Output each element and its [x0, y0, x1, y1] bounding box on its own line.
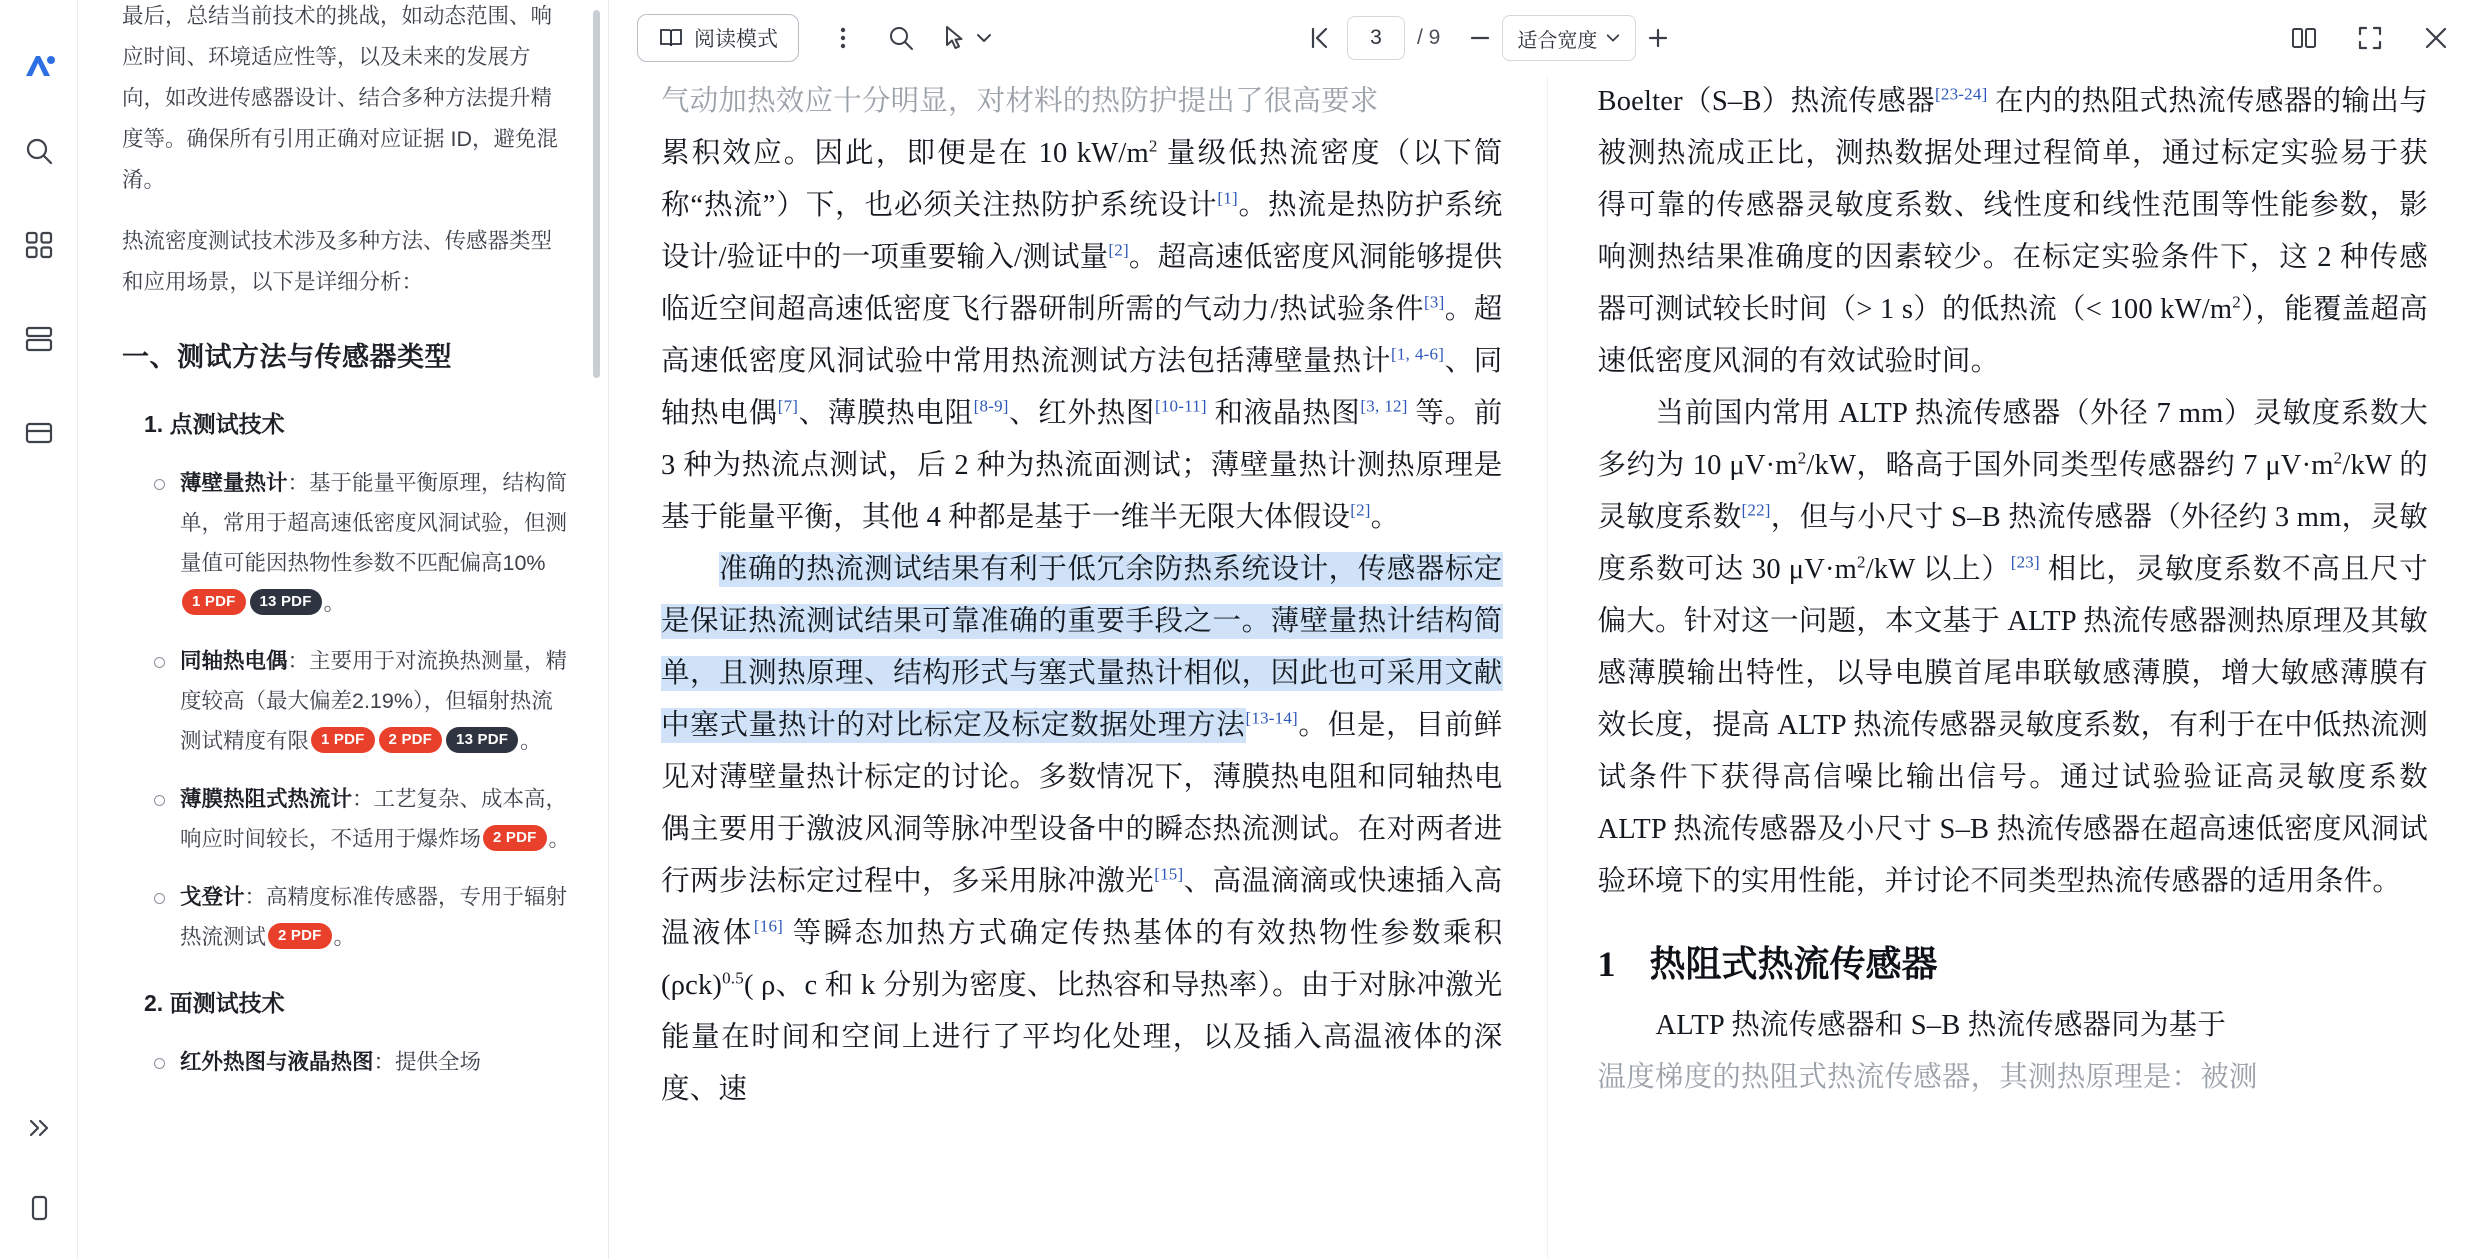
p-text: ），能覆盖超高速低密度风洞的有效试验时间。 — [1597, 294, 2428, 377]
reference-link[interactable]: [1, 4-6] — [1391, 344, 1445, 364]
p-text: 在内的热阻式热流传感器的输出与被测热流成正比，测热数据处理过程简单，通过标定实验易于获得可靠的传感器灵敏度系数、线性度和线性范围等性能参数，影响测热结果准确度的因素较少。在标定实验条件下，这 2 种传感器可测试较长时间（> 1 s）的低热流（< 100 kW/m — [1597, 86, 2428, 325]
reference-link[interactable]: [2] — [1350, 500, 1371, 520]
p-text: 。 — [1370, 502, 1400, 533]
magnifier-icon[interactable] — [879, 16, 923, 60]
reference-link[interactable]: [10-11] — [1154, 396, 1207, 416]
status-badge[interactable]: 13 PDF — [250, 589, 322, 615]
clipped-text: 温度梯度的热阻式热流传感器，其测热原理是：被测 — [1597, 1062, 2258, 1093]
left-icon-rail — [0, 0, 78, 1259]
superscript: 2 — [1857, 552, 1866, 572]
pdf-toolbar — [609, 0, 2484, 76]
reference-link[interactable]: [22] — [1741, 500, 1771, 520]
list-item-suffix: 。 — [548, 827, 571, 851]
reference-link[interactable]: [7] — [777, 396, 799, 416]
superscript: 2 — [2232, 292, 2241, 312]
read-mode-label: 阅读模式 — [694, 28, 778, 51]
list-item — [180, 641, 572, 761]
p-text: 和液晶热图 — [1206, 398, 1361, 429]
list-item-title: 戈登计 — [180, 885, 245, 909]
heading-number: 1 — [1597, 944, 1616, 984]
zoom-level-label: 适合宽度 — [1517, 29, 1598, 52]
list-item — [180, 877, 572, 957]
list-item-title: 薄壁量热计 — [180, 471, 288, 495]
p-text: ( ρ、c 和 k 分别为密度、比热容和导热率）。由于对脉冲激光能量在时间和空间上进行了平均化处理，以及插入高温液体的深度、速 — [661, 970, 1503, 1105]
summary-intro-paragraph: 最后，总结当前技术的挑战，如动态范围、响应时间、环境适应性等，以及未来的发展方向，如改进传感器设计、结合多种方法提升精度等。确保所有引用正确对应证据 ID，避免混淆。 — [122, 4, 558, 192]
cards-icon[interactable] — [16, 410, 62, 456]
p-text: 、薄膜热电阻 — [798, 398, 974, 429]
p-text: /kW 的灵敏度系数 — [1597, 450, 2428, 533]
superscript: 0.5 — [722, 968, 744, 988]
summary-lead-paragraph: 热流密度测试技术涉及多种方法、传感器类型和应用场景，以下是详细分析： — [122, 229, 553, 294]
dual-page-icon[interactable] — [2282, 16, 2326, 60]
zoom-level-select[interactable] — [1502, 15, 1636, 61]
reference-link[interactable]: [8-9] — [973, 396, 1009, 416]
toolbar-right-group — [2282, 16, 2458, 60]
p-text: 等。前 3 种为热流点测试，后 2 种为热流面测试；薄壁量热计测热原理是基于能量平衡，其他 4 种都是基于一维半无限大体假设 — [661, 398, 1503, 533]
search-icon[interactable] — [16, 128, 62, 174]
p-text: 。超高速低密度风洞能够提供临近空间超高速低密度飞行器研制所需的气动力/热试验条件 — [661, 242, 1503, 325]
pdf-viewer — [608, 0, 2484, 1259]
document-heading — [1598, 934, 2429, 994]
reference-link[interactable]: [15] — [1154, 864, 1184, 884]
reference-link[interactable]: [23-24] — [1935, 84, 1988, 104]
list-item — [180, 779, 572, 859]
p-text: 。但是，目前鲜见对薄壁量热计标定的讨论。多数情况下，薄膜热电阻和同轴热电偶主要用于激波风洞等脉冲型设备中的瞬态热流测试。在对两者进行两步法标定过程中，多采用脉冲激光 — [661, 710, 1503, 897]
p-text: 、高温滴滴或快速插入高温液体 — [661, 866, 1503, 949]
reference-link[interactable]: [13-14] — [1245, 708, 1298, 728]
p-text: 。热流是热防护系统设计/验证中的一项重要输入/测试量 — [661, 190, 1503, 273]
superscript: 2 — [1797, 448, 1807, 468]
grid-apps-icon[interactable] — [16, 222, 62, 268]
list-item-title: 红外热图与液晶热图 — [180, 1050, 374, 1074]
chevron-down-icon[interactable] — [971, 16, 997, 60]
reference-link[interactable]: [1] — [1217, 188, 1238, 208]
p-text: Boelter（S–B）热流传感器 — [1597, 86, 1936, 117]
document-column-left — [609, 76, 1547, 1259]
mobile-device-icon[interactable] — [16, 1185, 62, 1231]
p-text: 等瞬态加热方式确定传热基体的有效热物性参数乘积 (ρck) — [661, 918, 1503, 1001]
zoom-in-button[interactable] — [1636, 16, 1680, 60]
p-text: 量级低热流密度（以下简称“热流”）下，也必须关注热防护系统设计 — [661, 138, 1503, 221]
document-pages[interactable] — [609, 76, 2484, 1259]
first-page-icon[interactable] — [1297, 16, 1341, 60]
list-item — [180, 1042, 572, 1082]
summary-subsection-title-2: 2. 面测试技术 — [144, 990, 285, 1016]
p-text: /kW，略高于国外同类型传感器约 7 μV·m — [1806, 450, 2334, 481]
list-item-suffix: 。 — [323, 591, 346, 615]
fullscreen-icon[interactable] — [2348, 16, 2392, 60]
read-mode-button[interactable] — [637, 14, 799, 62]
p-text: 、红外热图 — [1008, 398, 1155, 429]
book-icon — [658, 25, 684, 51]
clipped-text: 气动加热效应十分明显，对材料的热防护提出了很高要求 — [661, 86, 1379, 117]
p-text: 当前国内常用 ALTP 热流传感器（外径 7 mm）灵敏度系数大多约为 10 μV·m — [1597, 398, 2428, 481]
summary-panel[interactable] — [78, 0, 608, 1259]
p-text: 累积效应。因此，即便是在 10 kW/m — [661, 138, 1149, 169]
list-item-suffix: 。 — [520, 729, 542, 753]
list-item-desc: ：基于能量平衡原理，结构简单，常用于超高速低密度风洞试验，但测量值可能因热物性参数不匹配偏高10% — [180, 471, 568, 575]
p-text: ，但与小尺寸 S–B 热流传感器（外径约 3 mm，灵敏度系数可达 30 μV·m — [1597, 502, 2428, 585]
list-item-desc: ：工艺复杂、成本高，响应时间较长，不适用于爆炸场 — [180, 787, 568, 851]
zoom-out-button[interactable] — [1458, 16, 1502, 60]
scrollbar-thumb[interactable] — [593, 10, 600, 378]
p-text: 、同轴热电偶 — [661, 346, 1503, 429]
status-badge[interactable]: 13 PDF — [446, 727, 518, 753]
p-text: /kW 以上） — [1865, 554, 2011, 585]
list-item-title: 同轴热电偶 — [180, 649, 288, 673]
status-badge[interactable]: 1 PDF — [182, 589, 246, 615]
status-badge[interactable]: 2 PDF — [379, 727, 443, 753]
status-badge[interactable]: 2 PDF — [268, 923, 332, 949]
reference-link[interactable]: [16] — [753, 916, 784, 936]
status-badge[interactable]: 1 PDF — [311, 727, 375, 753]
document-paragraph — [1598, 1000, 2429, 1052]
highlighted-text: 准确的热流测试结果有利于低冗余防热系统设计，传感器标定是保证热流测试结果可靠准确的重要手段之一。 — [661, 554, 1503, 637]
p-text: ALTP 热流传感器和 S–B 热流传感器同为基于 — [1655, 1010, 2227, 1041]
reference-link[interactable]: [23] — [2010, 552, 2040, 572]
summary-scrollbar[interactable] — [593, 10, 600, 1250]
reference-link[interactable]: [2] — [1108, 240, 1129, 260]
summary-section-title: 一、测试方法与传感器类型 — [122, 342, 452, 372]
list-item-title: 薄膜热阻式热流计 — [180, 787, 353, 811]
page-number-input[interactable] — [1347, 16, 1405, 60]
close-icon[interactable] — [2414, 16, 2458, 60]
summary-subsection-title: 1. 点测试技术 — [144, 411, 285, 437]
highlighted-text: 薄壁量热计结构简单，且测热原理、结构形式与塞式量热计相似，因此也可采用文献中塞式量热计的对比标定及标定数据处理方法 — [661, 606, 1503, 741]
list-item-desc: ：主要用于对流换热测量，精度较高（最大偏差2.19%），但辐射热流测试精度有限 — [180, 649, 568, 753]
page-navigation — [1347, 16, 1440, 60]
reference-link[interactable]: [3, 12] — [1360, 396, 1408, 416]
chevron-down-icon — [1605, 30, 1621, 46]
chevron-double-right-icon[interactable] — [16, 1105, 62, 1151]
page-total-label: / 9 — [1417, 26, 1441, 49]
more-vertical-icon[interactable] — [821, 16, 865, 60]
document-column-right — [1547, 76, 2484, 1259]
p-text: 。超高速低密度风洞试验中常用热流测试方法包括薄壁量热计 — [661, 294, 1503, 377]
clipped-line — [661, 76, 1503, 128]
rail-bottom-group — [0, 1105, 77, 1231]
ai-logo-icon — [16, 44, 62, 90]
document-paragraph — [661, 128, 1503, 544]
status-badge[interactable]: 2 PDF — [483, 825, 547, 851]
document-paragraph — [1598, 388, 2429, 908]
superscript: 2 — [1148, 136, 1158, 156]
superscript: 2 — [2333, 448, 2343, 468]
document-paragraph — [1598, 76, 2429, 388]
cursor-arrow-icon[interactable] — [937, 16, 971, 60]
p-text: 相比，灵敏度系数不高且尺寸偏大。针对这一问题，本文基于 ALTP 热流传感器测热原理及其敏感薄膜输出特性，以导电膜首尾串联敏感薄膜，增大敏感薄膜有效长度，提高 ALTP 热流传感器灵敏度系数，有利于在中低热流测试条件下获得高信噪比输出信号。通过试验验证高灵敏度系数 ALTP 热流传感器及小尺寸 S–B 热流传感器在超高速低密度风洞试验环境下的实用性能，并讨论不同类型热流传感器的适用条件。 — [1597, 554, 2428, 897]
document-paragraph-highlighted — [661, 544, 1503, 1116]
list-item — [180, 463, 572, 623]
list-item-desc: ：高精度标准传感器，专用于辐射热流测试 — [180, 885, 568, 949]
reference-link[interactable]: [3] — [1424, 292, 1445, 312]
list-item-suffix: 。 — [333, 925, 356, 949]
list-item-desc: ：提供全场 — [373, 1050, 482, 1074]
heading-text: 热阻式热流传感器 — [1649, 944, 1938, 984]
library-icon[interactable] — [16, 316, 62, 362]
